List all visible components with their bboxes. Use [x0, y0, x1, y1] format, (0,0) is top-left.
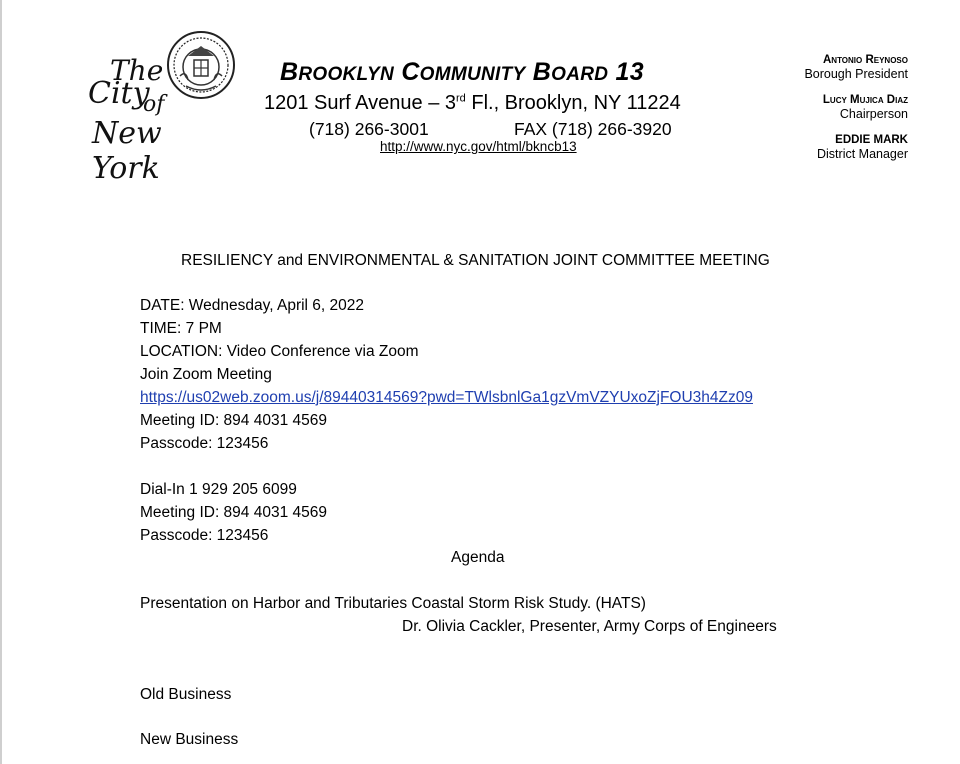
meeting-date: DATE: Wednesday, April 6, 2022: [140, 297, 365, 314]
nyc-logo: [88, 30, 238, 186]
meeting-time: TIME: 7 PM: [140, 320, 222, 337]
agenda-old-business: Old Business: [140, 686, 232, 703]
agenda-new-business: New Business: [140, 731, 239, 748]
logo-word-new-york: New York: [92, 116, 162, 186]
zoom-meeting-link[interactable]: https://us02web.zoom.us/j/89440314569?pwd=TWlsbnlGa1gzVmVZYUxoZjFOU3h4Zz09: [140, 389, 753, 406]
title-word-community: OMMUNITY: [419, 64, 526, 85]
join-zoom-label: Join Zoom Meeting: [140, 366, 272, 383]
title-letter-c: C: [401, 58, 420, 86]
board-fax: FAX (718) 266-3920: [514, 119, 672, 139]
board-title: [280, 58, 644, 87]
officer-name: Antonio Reynoso: [822, 54, 908, 66]
officer-name: Lucy Mujica Diaz: [822, 94, 908, 106]
board-address: [264, 92, 681, 115]
title-word-brooklyn: ROOKLYN: [298, 64, 395, 85]
logo-word-the: The: [110, 54, 164, 87]
page-edge: [0, 0, 2, 764]
title-letter-b2: B: [532, 58, 552, 86]
dial-in-meeting-id: Meeting ID: 894 4031 4569: [140, 504, 327, 521]
officers-list: [804, 54, 908, 174]
officer-title: Chairperson: [839, 106, 908, 121]
meeting-heading: RESILIENCY and ENVIRONMENTAL & SANITATION JOINT COMMITTEE MEETING: [181, 252, 770, 269]
meeting-id: Meeting ID: 894 4031 4569: [140, 412, 327, 429]
officer-borough-president: [804, 54, 908, 81]
board-phone: (718) 266-3001: [309, 119, 429, 139]
meeting-location: LOCATION: Video Conference via Zoom: [140, 343, 419, 360]
nyc-seal-icon: [166, 30, 236, 100]
agenda-presenter: Dr. Olivia Cackler, Presenter, Army Corps of Engineers: [402, 618, 777, 635]
officer-name: EDDIE MARK: [835, 134, 908, 146]
board-website-link[interactable]: http://www.nyc.gov/html/bkncb13: [380, 139, 577, 154]
dial-in-passcode: Passcode: 123456: [140, 527, 269, 544]
agenda-item-hats: Presentation on Harbor and Tributaries Coastal Storm Risk Study. (HATS): [140, 595, 646, 612]
officer-district-manager: [804, 134, 908, 161]
address-prefix: 1201 Surf Avenue – 3: [264, 92, 457, 114]
address-sup: rd: [456, 92, 466, 105]
officer-title: District Manager: [817, 146, 908, 161]
title-word-board: OARD: [551, 64, 609, 85]
agenda-title: Agenda: [451, 549, 505, 566]
dial-in-number: Dial-In 1 929 205 6099: [140, 481, 297, 498]
logo-word-of: of: [143, 92, 165, 117]
title-number: 13: [615, 58, 644, 86]
address-suffix: Fl., Brooklyn, NY 11224: [465, 92, 681, 114]
officer-title: Borough President: [804, 66, 908, 81]
officer-chairperson: [804, 94, 908, 121]
meeting-passcode: Passcode: 123456: [140, 435, 269, 452]
logo-word-city: City: [88, 76, 150, 111]
title-letter-b: B: [280, 58, 299, 86]
